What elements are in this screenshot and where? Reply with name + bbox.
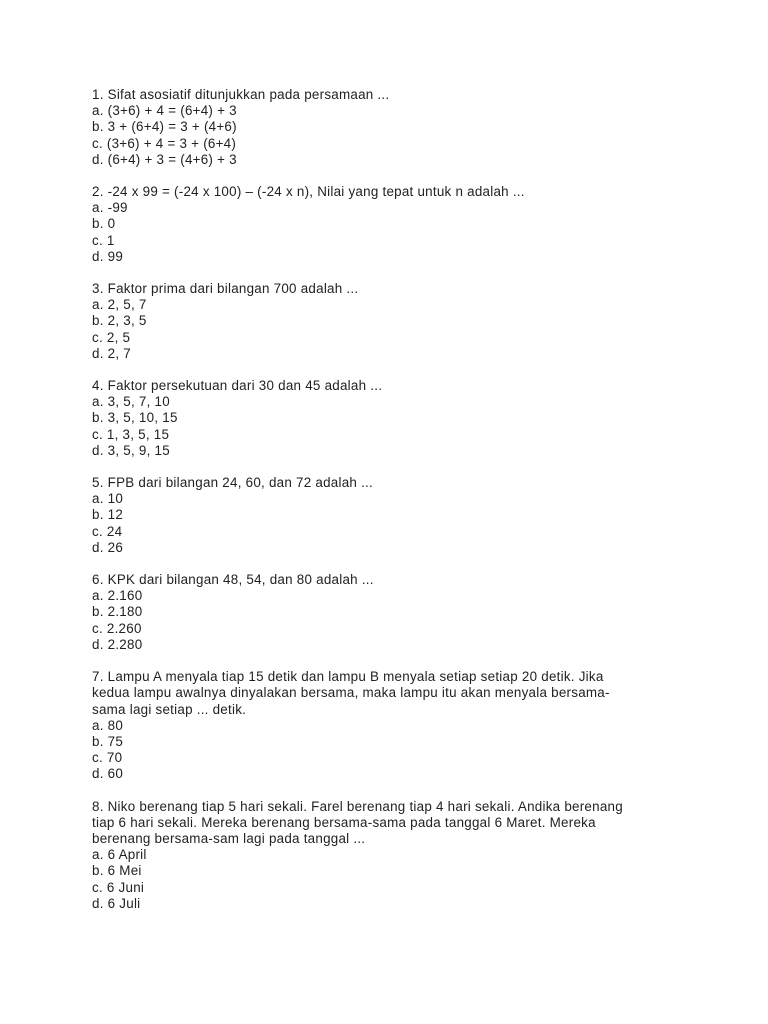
option-a: a. 2, 5, 7 xyxy=(92,297,147,313)
option-c: c. 1 xyxy=(92,232,115,248)
option-d: d. (6+4) + 3 = (4+6) + 3 xyxy=(92,151,237,167)
question-stem xyxy=(92,378,672,394)
question-1 xyxy=(92,87,672,168)
option-c: c. 70 xyxy=(92,750,123,766)
option-a: a. 6 April xyxy=(92,847,147,863)
question-6 xyxy=(92,572,672,653)
stem-line: 3. Faktor prima dari bilangan 700 adalah ... xyxy=(92,281,359,297)
question-stem xyxy=(92,572,672,588)
option-b: b. 3, 5, 10, 15 xyxy=(92,410,178,426)
option-b: b. 75 xyxy=(92,733,124,749)
option-c: c. (3+6) + 4 = 3 + (6+4) xyxy=(92,135,237,151)
option-b: b. 6 Mei xyxy=(92,863,142,879)
option-d: d. 60 xyxy=(92,766,124,782)
question-5 xyxy=(92,475,672,556)
option-c: c. 6 Juni xyxy=(92,879,145,895)
question-stem xyxy=(92,87,672,103)
question-list xyxy=(92,87,672,928)
option-d: d. 2, 7 xyxy=(92,345,131,361)
option-a: a. 2.160 xyxy=(92,588,143,604)
question-2 xyxy=(92,184,672,265)
option-b: b. 12 xyxy=(92,507,124,523)
stem-line: 1. Sifat asosiatif ditunjukkan pada persamaan ... xyxy=(92,87,390,102)
option-c: c. 2, 5 xyxy=(92,329,131,345)
question-stem xyxy=(92,669,672,718)
stem-line: 8. Niko berenang tiap 5 hari sekali. Farel berenang tiap 4 hari sekali. Andika berenang xyxy=(92,798,623,814)
option-c: c. 24 xyxy=(92,523,123,539)
stem-line: 4. Faktor persekutuan dari 30 dan 45 adalah ... xyxy=(92,378,383,394)
stem-line: 5. FPB dari bilangan 24, 60, dan 72 adalah ... xyxy=(92,475,373,491)
option-a: a. 3, 5, 7, 10 xyxy=(92,394,170,410)
stem-line: 2. -24 x 99 = (-24 x 100) – (-24 x n), Nilai yang tepat untuk n adalah ... xyxy=(92,184,525,200)
option-d: d. 2.280 xyxy=(92,636,143,652)
question-3 xyxy=(92,281,672,362)
option-a: a. -99 xyxy=(92,200,128,216)
option-c: c. 2.260 xyxy=(92,620,142,636)
stem-line: tiap 6 hari sekali. Mereka berenang bersama-sama pada tanggal 6 Maret. Mereka xyxy=(92,814,596,830)
stem-line: 6. KPK dari bilangan 48, 54, dan 80 adalah ... xyxy=(92,572,374,588)
option-a: a. 10 xyxy=(92,491,124,507)
question-4 xyxy=(92,378,672,459)
option-a: a. (3+6) + 4 = (6+4) + 3 xyxy=(92,103,237,119)
question-stem xyxy=(92,281,672,297)
stem-line: berenang bersama-sam lagi pada tanggal ... xyxy=(92,830,366,846)
question-8 xyxy=(92,799,672,912)
option-d: d. 26 xyxy=(92,539,124,555)
question-stem xyxy=(92,475,672,491)
option-c: c. 1, 3, 5, 15 xyxy=(92,426,170,442)
option-b: b. 0 xyxy=(92,216,116,232)
option-b: b. 2.180 xyxy=(92,604,143,620)
question-stem xyxy=(92,184,672,200)
stem-line: 7. Lampu A menyala tiap 15 detik dan lampu B menyala setiap setiap 20 detik. Jika xyxy=(92,669,604,685)
question-7 xyxy=(92,669,672,782)
stem-line: sama lagi setiap ... detik. xyxy=(92,701,247,717)
stem-line: kedua lampu awalnya dinyalakan bersama, maka lampu itu akan menyala bersama- xyxy=(92,685,610,701)
option-d: d. 99 xyxy=(92,248,124,264)
question-stem xyxy=(92,799,672,848)
option-b: b. 3 + (6+4) = 3 + (4+6) xyxy=(92,119,237,135)
option-b: b. 2, 3, 5 xyxy=(92,313,147,329)
option-d: d. 3, 5, 9, 15 xyxy=(92,442,170,458)
option-a: a. 80 xyxy=(92,717,124,733)
option-d: d. 6 Juli xyxy=(92,895,141,911)
